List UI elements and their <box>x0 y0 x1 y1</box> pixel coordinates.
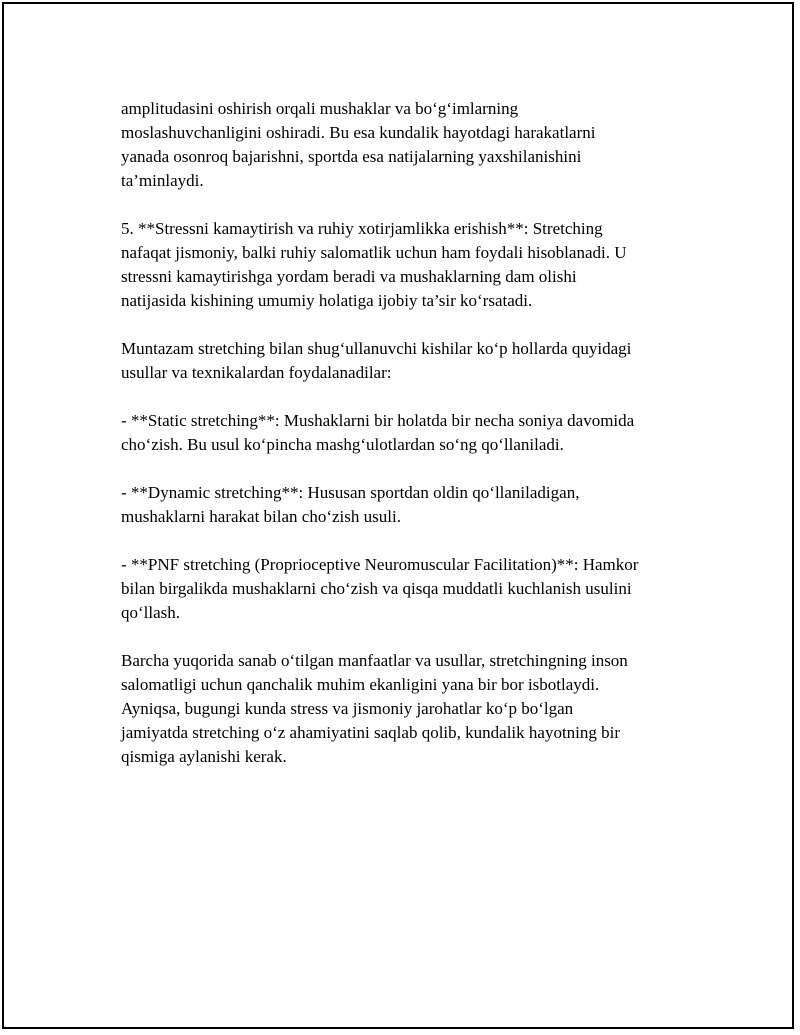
text-line: qismiga aylanishi kerak. <box>121 747 287 766</box>
paragraph-stress-reduction <box>121 217 691 313</box>
text-line: bilan birgalikda mushaklarni cho‘zish va qisqa muddatli kuchlanish usulini <box>121 579 632 598</box>
text-line: amplitudasini oshirish orqali mushaklar va bo‘g‘imlarning <box>121 99 519 118</box>
paragraph-conclusion <box>121 649 691 769</box>
text-line: qo‘llash. <box>121 603 181 622</box>
text-line: Ayniqsa, bugungi kunda stress va jismoniy jarohatlar ko‘p bo‘lgan <box>121 699 574 718</box>
text-line: 5. **Stressni kamaytirish va ruhiy xotirjamlikka erishish**: Stretching <box>121 219 603 238</box>
text-line: stressni kamaytirishga yordam beradi va mushaklarning dam olishi <box>121 267 577 286</box>
text-line: moslashuvchanligini oshiradi. Bu esa kundalik hayotdagi harakatlarni <box>121 123 596 142</box>
list-item-pnf-stretching <box>121 553 691 625</box>
list-item-dynamic-stretching <box>121 481 691 529</box>
text-line: Barcha yuqorida sanab o‘tilgan manfaatlar va usullar, stretchingning inson <box>121 651 628 670</box>
text-line: yanada osonroq bajarishni, sportda esa natijalarning yaxshilanishini <box>121 147 582 166</box>
text-line: mushaklarni harakat bilan cho‘zish usuli. <box>121 507 401 526</box>
text-line: salomatligi uchun qanchalik muhim ekanligini yana bir bor isbotlaydi. <box>121 675 600 694</box>
list-item-static-stretching <box>121 409 691 457</box>
text-line: cho‘zish. Bu usul ko‘pincha mashg‘ulotlardan so‘ng qo‘llaniladi. <box>121 435 564 454</box>
text-line: usullar va texnikalardan foydalanadilar: <box>121 363 392 382</box>
document-page <box>2 2 794 1029</box>
text-line: natijasida kishining umumiy holatiga ijobiy ta’sir ko‘rsatadi. <box>121 291 533 310</box>
paragraph-flexibility-benefit <box>121 97 691 193</box>
text-line: ta’minlaydi. <box>121 171 204 190</box>
text-line: jamiyatda stretching o‘z ahamiyatini saqlab qolib, kundalik hayotning bir <box>121 723 621 742</box>
text-line: - **Dynamic stretching**: Hususan sportdan oldin qo‘llaniladigan, <box>121 483 580 502</box>
paragraph-techniques-intro <box>121 337 691 385</box>
text-line: - **Static stretching**: Mushaklarni bir holatda bir necha soniya davomida <box>121 411 635 430</box>
text-line: Muntazam stretching bilan shug‘ullanuvchi kishilar ko‘p hollarda quyidagi <box>121 339 632 358</box>
text-line: - **PNF stretching (Proprioceptive Neuromuscular Facilitation)**: Hamkor <box>121 555 639 574</box>
document-body <box>121 97 691 793</box>
text-line: nafaqat jismoniy, balki ruhiy salomatlik uchun ham foydali hisoblanadi. U <box>121 243 627 262</box>
